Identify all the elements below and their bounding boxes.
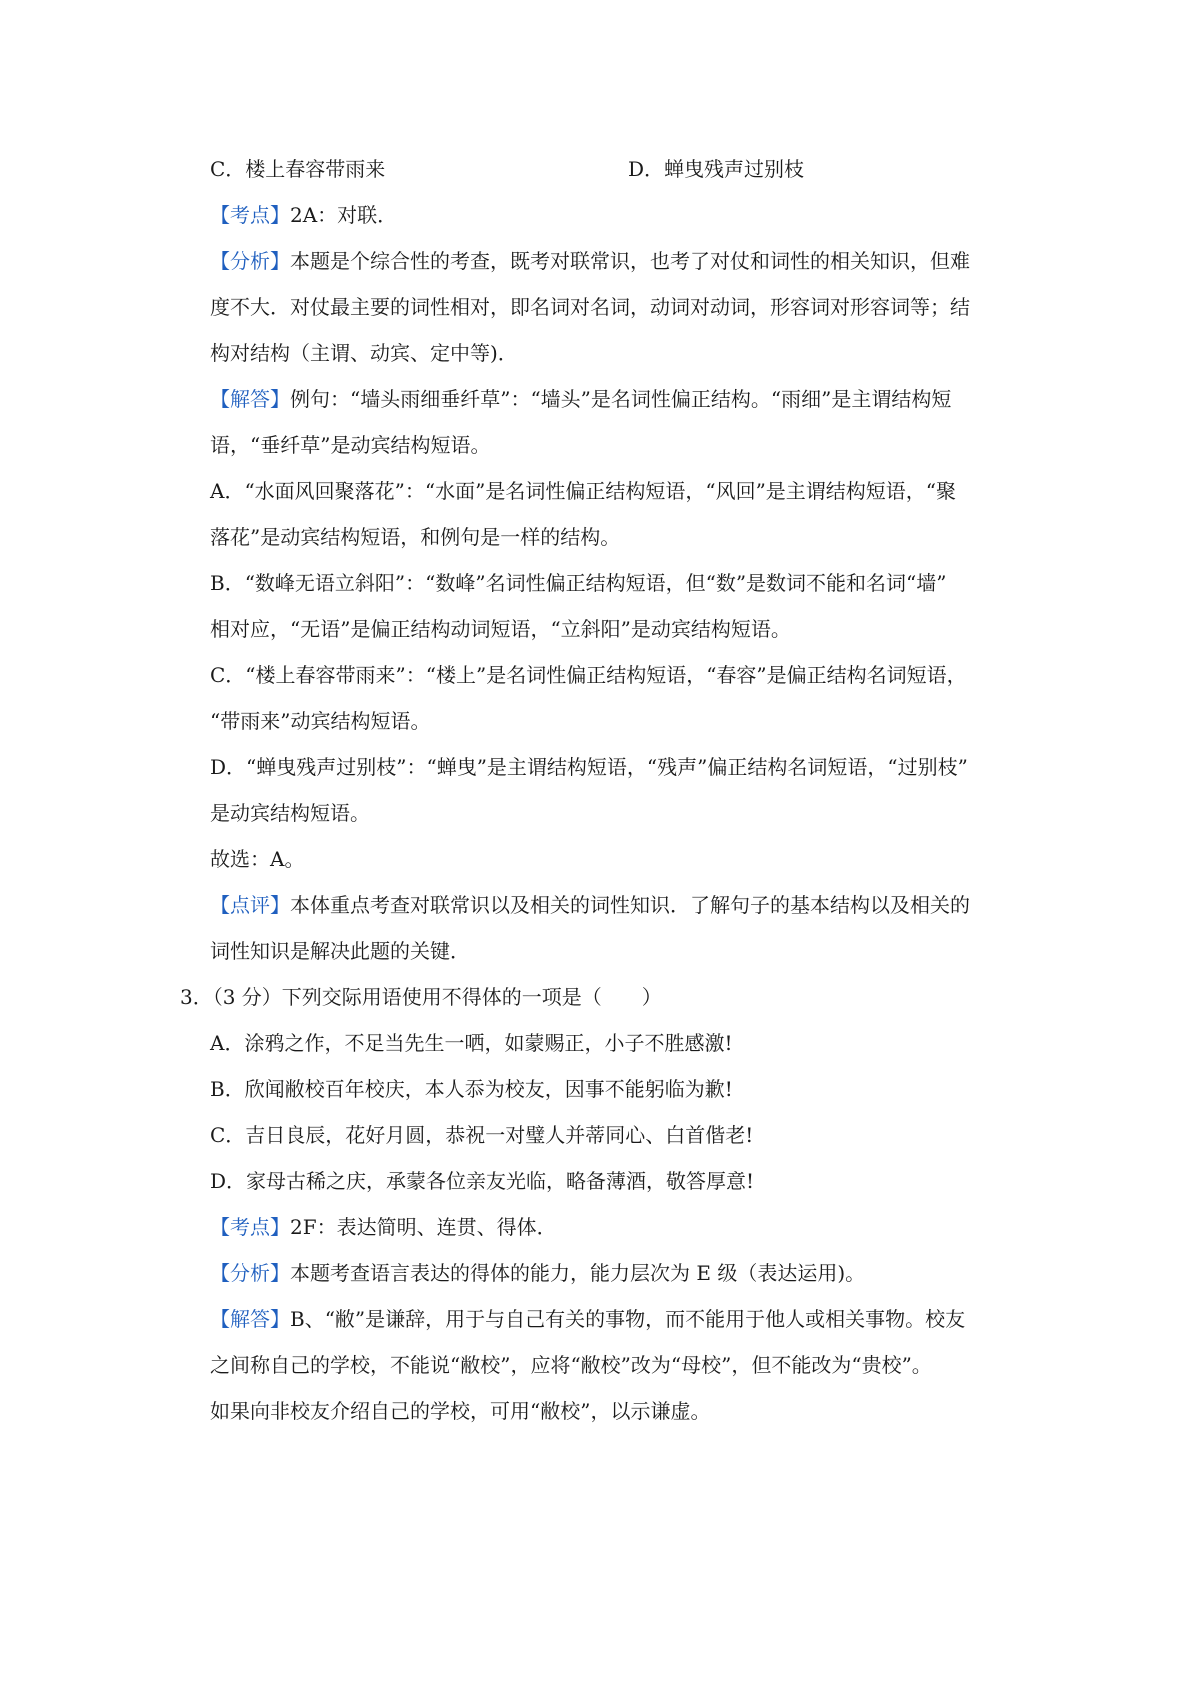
jieda-line: 相对应，“无语”是偏正结构动词短语，“立斜阳”是动宾结构短语。 [210,617,791,641]
q3-option: A．涂鸦之作，不足当先生一哂，如蒙赐正，小子不胜感激! [210,1031,733,1055]
kaodian-label: 【考点】 [210,203,290,227]
q2-fenxi [210,248,970,274]
fenxi-label: 【分析】 [210,249,290,273]
q3-stem: 3．（3 分）下列交际用语使用不得体的一项是（ ） [180,985,662,1009]
q3-option: C．吉日良辰，花好月圆，恭祝一对璧人并蒂同心、白首偕老! [210,1123,754,1147]
kaodian-text: 2A：对联． [290,203,398,227]
q3-fenxi [210,1260,865,1286]
q2-jieda [210,386,951,412]
jieda-label: 【解答】 [210,387,290,411]
jieda-line: B、“敝”是谦辞，用于与自己有关的事物，而不能用于他人或相关事物。校友 [290,1307,966,1331]
kaodian-label: 【考点】 [210,1215,290,1239]
jieda-line: D．“蝉曳残声过别枝”：“蝉曳”是主谓结构短语，“残声”偏正结构名词短语，“过别枝” [210,755,968,779]
dianping-line: 本体重点考查对联常识以及相关的词性知识．了解句子的基本结构以及相关的 [290,893,970,917]
q2-kaodian [210,202,397,228]
q2-option-d: D．蝉曳残声过别枝 [628,157,805,181]
jieda-line: 落花”是动宾结构短语，和例句是一样的结构。 [210,525,621,549]
jieda-line: 之间称自己的学校，不能说“敝校”，应将“敝校”改为“母校”，但不能改为“贵校”。 [210,1353,932,1377]
q3-option: B．欣闻敝校百年校庆，本人忝为校友，因事不能躬临为歉! [210,1077,733,1101]
jieda-line: “带雨来”动宾结构短语。 [210,709,431,733]
fenxi-line: 构对结构（主谓、动宾、定中等)． [210,341,518,365]
kaodian-text: 2F：表达简明、连贯、得体． [290,1215,557,1239]
jieda-line: 例句：“墙头雨细垂纤草”：“墙头”是名词性偏正结构。“雨细”是主谓结构短 [290,387,952,411]
q2-dianping [210,892,970,918]
jieda-line: B．“数峰无语立斜阳”：“数峰”名词性偏正结构短语，但“数”是数词不能和名词“墙” [210,571,947,595]
q3-option: D．家母古稀之庆，承蒙各位亲友光临，略备薄酒，敬答厚意! [210,1169,755,1193]
q3-kaodian [210,1214,557,1240]
dianping-line: 词性知识是解决此题的关键． [210,939,470,963]
jieda-line: C．“楼上春容带雨来”：“楼上”是名词性偏正结构短语，“春容”是偏正结构名词短语， [210,663,967,687]
jieda-line: 是动宾结构短语。 [210,801,370,825]
fenxi-line: 度不大．对仗最主要的词性相对，即名词对名词，动词对动词，形容词对形容词等；结 [210,295,970,319]
jieda-line: 故选：A。 [210,847,305,871]
jieda-line: 如果向非校友介绍自己的学校，可用“敝校”，以示谦虚。 [210,1399,711,1423]
q2-option-c: C．楼上春容带雨来 [210,157,386,181]
fenxi-line: 本题是个综合性的考查，既考对联常识，也考了对仗和词性的相关知识，但难 [290,249,970,273]
fenxi-text: 本题考查语言表达的得体的能力，能力层次为 E 级（表达运用)。 [290,1261,866,1285]
fenxi-label: 【分析】 [210,1261,290,1285]
jieda-label: 【解答】 [210,1307,290,1331]
dianping-label: 【点评】 [210,893,290,917]
q3-jieda [210,1306,965,1332]
jieda-line: 语，“垂纤草”是动宾结构短语。 [210,433,491,457]
jieda-line: A．“水面风回聚落花”：“水面”是名词性偏正结构短语，“风回”是主谓结构短语，“聚 [210,479,957,503]
